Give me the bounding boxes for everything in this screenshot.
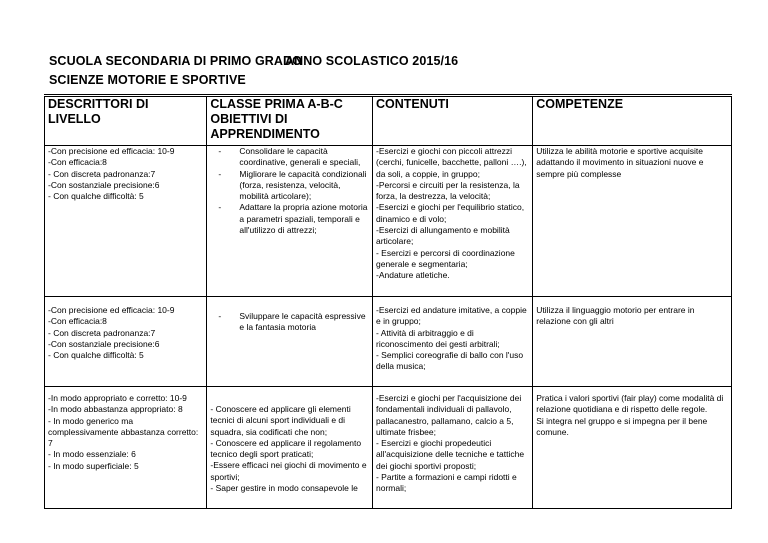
header-contents: CONTENUTI bbox=[372, 96, 532, 146]
header-objectives-cell bbox=[207, 96, 373, 146]
row-descriptors: -In modo appropriato e corretto: 10-9 -In modo abbastanza appropriato: 8 - In modo generico ma complessivamente abbastanza corretto: 7 - In modo essenziale: 6 - In modo superficiale: 5 bbox=[45, 387, 207, 509]
list-marker: - bbox=[218, 146, 222, 156]
row-descriptors: -Con precisione ed efficacia: 10-9 -Con efficacia:8 - Con discreta padronanza:7 -Con sostanziale precisione:6 - Con qualche difficoltà: 5 bbox=[45, 297, 207, 387]
header-descriptors: DESCRITTORI DI LIVELLO bbox=[45, 96, 207, 146]
row-objectives bbox=[207, 146, 373, 297]
row-objectives: - Conoscere ed applicare gli elementi tecnici di alcuni sport individuali e di squadra, sia codificati che non; - Conoscere ed applicare il regolamento tecnico degli sport praticati; -Essere efficaci nei giochi di movimento e sportivi; - Saper gestire in modo consapevole le bbox=[207, 387, 373, 509]
school-year: ANNO SCOLASTICO 2015/16 bbox=[285, 54, 459, 68]
list-item: - Consolidare le capacità coordinative, generali e speciali, bbox=[218, 146, 361, 168]
table-row bbox=[45, 297, 732, 387]
row-skills: Pratica i valori sportivi (fair play) come modalità di relazione quotidiana e di rispetto delle regole. Si integra nel gruppo e si impegna per il bene comune. bbox=[533, 387, 732, 509]
subject-title: SCIENZE MOTORIE E SPORTIVE bbox=[49, 73, 246, 87]
row-descriptors: -Con precisione ed efficacia: 10-9 -Con efficacia:8 - Con discreta padronanza:7 -Con sostanziale precisione:6 - Con qualche difficoltà: 5 bbox=[45, 146, 207, 297]
list-item: - Adattare la propria azione motoria a parametri spaziali, temporali e all'utilizzo di attrezzi; bbox=[218, 202, 368, 236]
objectives-list bbox=[210, 311, 369, 334]
list-item: - Sviluppare le capacità espressive e la fantasia motoria bbox=[218, 311, 366, 333]
row-contents: -Esercizi e giochi con piccoli attrezzi (cerchi, funicelle, bacchette, palloni ….), da soli, a coppie, in gruppo; -Percorsi e circuiti per la resistenza, la forza, la destrezza, la velocità; -Esercizi e giochi per l'equilibrio statico, dinamico e di volo; -Esercizi di allungamento e mobilità articolare; - Esercizi e percorsi di coordinazione generale e segmentaria; -Andature atletiche. bbox=[372, 146, 532, 297]
row-contents: -Esercizi e giochi per l'acquisizione dei fondamentali individuali di pallavolo, pallacanestro, pallamano, calcio a 5, ultimate frisbee; - Esercizi e giochi propedeutici all'acquisizione delle tecniche e tattiche dei giochi sportivi proposti; - Partite a formazioni e campi ridotti e normali; bbox=[372, 387, 532, 509]
class-label: CLASSE PRIMA A-B-C bbox=[210, 97, 343, 111]
row-contents: -Esercizi ed andature imitative, a coppie e in gruppo; - Attività di arbitraggio e di riconoscimento dei gesti arbitrali; - Semplici coreografie di ballo con l'uso della musica; bbox=[372, 297, 532, 387]
row-skills: Utilizza le abilità motorie e sportive acquisite adattando il movimento in situazioni nuove e sempre più complesse bbox=[533, 146, 732, 297]
document-header-line-1 bbox=[49, 54, 459, 68]
objectives-list bbox=[210, 146, 369, 236]
table-row bbox=[45, 146, 732, 297]
school-title: SCUOLA SECONDARIA DI PRIMO GRADO bbox=[49, 54, 302, 68]
curriculum-table bbox=[44, 94, 732, 509]
list-item: - Migliorare le capacità condizionali (forza, resistenza, velocità, mobilità articolare); bbox=[218, 168, 367, 202]
table-row bbox=[45, 387, 732, 509]
header-objectives: OBIETTIVI DI APPRENDIMENTO bbox=[210, 112, 320, 141]
table-header-row bbox=[45, 96, 732, 146]
list-marker: - bbox=[218, 202, 222, 213]
list-marker: - bbox=[218, 168, 222, 179]
row-objectives bbox=[207, 297, 373, 387]
list-marker: - bbox=[218, 311, 222, 321]
row-skills: Utilizza il linguaggio motorio per entrare in relazione con gli altri bbox=[533, 297, 732, 387]
header-skills: COMPETENZE bbox=[533, 96, 732, 146]
